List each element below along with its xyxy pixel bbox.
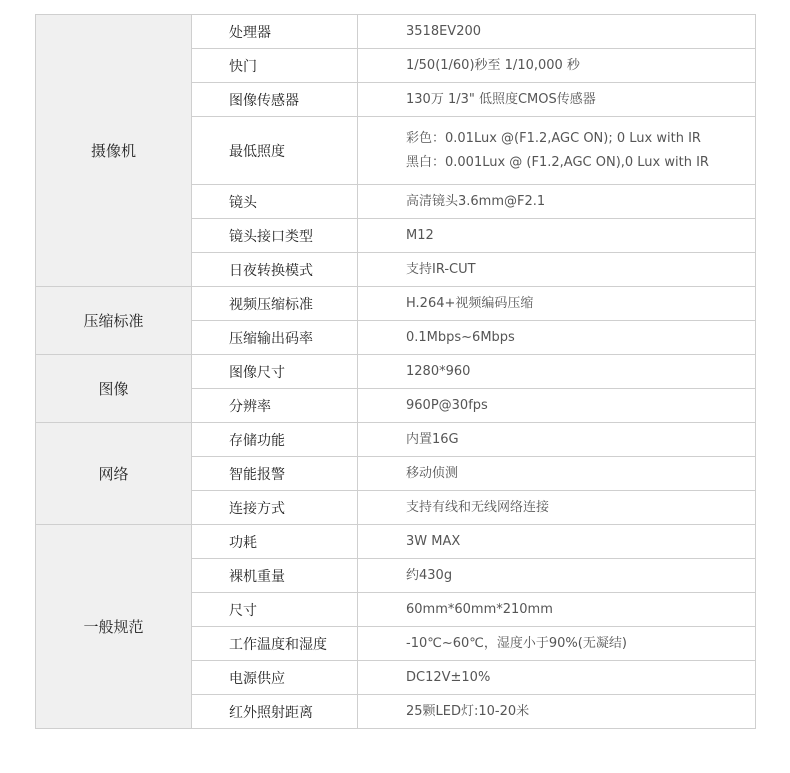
spec-value-line: M12 (406, 227, 434, 243)
spec-value-cell (358, 15, 756, 49)
spec-name-cell: 尺寸 (192, 593, 358, 627)
spec-value-line: 高清镜头3.6mm@F2.1 (406, 193, 546, 209)
spec-value-line: 0.1Mbps~6Mbps (406, 329, 515, 345)
category-cell: 摄像机 (36, 15, 192, 287)
spec-value-line: 黑白：0.001Lux @ (F1.2,AGC ON),0 Lux with IR (406, 154, 709, 170)
spec-value-cell (358, 389, 756, 423)
spec-value-line: 支持有线和无线网络连接 (406, 499, 550, 515)
spec-name-cell: 处理器 (192, 15, 358, 49)
spec-name-cell: 连接方式 (192, 491, 358, 525)
spec-name-cell: 镜头接口类型 (192, 219, 358, 253)
spec-value-line: 3518EV200 (406, 23, 482, 39)
spec-row (36, 287, 756, 321)
spec-value-cell (358, 593, 756, 627)
spec-name-cell: 存储功能 (192, 423, 358, 457)
spec-value-line: 25颗LED灯:10-20米 (406, 703, 530, 719)
spec-value-cell (358, 83, 756, 117)
spec-value-line: 960P@30fps (406, 397, 488, 413)
spec-value-cell (358, 49, 756, 83)
spec-name-cell: 智能报警 (192, 457, 358, 491)
spec-value-cell (358, 695, 756, 729)
spec-value-cell (358, 559, 756, 593)
spec-value-cell (358, 661, 756, 695)
spec-row (36, 355, 756, 389)
spec-name-cell: 视频压缩标准 (192, 287, 358, 321)
spec-name-cell: 压缩输出码率 (192, 321, 358, 355)
spec-value-cell (358, 355, 756, 389)
spec-row (36, 423, 756, 457)
spec-value-line: 60mm*60mm*210mm (406, 601, 553, 617)
spec-value-cell (358, 321, 756, 355)
spec-value-line: 3W MAX (406, 533, 461, 549)
spec-row (36, 525, 756, 559)
spec-value-cell (358, 253, 756, 287)
spec-name-cell: 最低照度 (192, 117, 358, 185)
category-cell: 图像 (36, 355, 192, 423)
spec-table-body (36, 15, 756, 729)
spec-value-line: 支持IR-CUT (406, 261, 476, 277)
spec-name-cell: 图像尺寸 (192, 355, 358, 389)
category-cell: 压缩标准 (36, 287, 192, 355)
spec-name-cell: 快门 (192, 49, 358, 83)
spec-name-cell: 电源供应 (192, 661, 358, 695)
spec-value-cell (358, 457, 756, 491)
spec-value-cell (358, 287, 756, 321)
spec-value-cell (358, 525, 756, 559)
spec-value-line: 130万 1/3" 低照度CMOS传感器 (406, 91, 596, 107)
spec-value-line: 1/50(1/60)秒至 1/10,000 秒 (406, 57, 580, 73)
spec-value-cell (358, 185, 756, 219)
spec-table (35, 14, 756, 729)
spec-value-line: 彩色：0.01Lux @(F1.2,AGC ON); 0 Lux with IR (406, 130, 701, 146)
spec-value-line: 约430g (406, 567, 453, 583)
spec-row (36, 15, 756, 49)
spec-name-cell: 红外照射距离 (192, 695, 358, 729)
spec-value-cell (358, 117, 756, 185)
spec-value-line: 1280*960 (406, 363, 471, 379)
spec-value-cell (358, 219, 756, 253)
category-cell: 网络 (36, 423, 192, 525)
spec-name-cell: 图像传感器 (192, 83, 358, 117)
spec-name-cell: 镜头 (192, 185, 358, 219)
spec-value-line: 内置16G (406, 431, 459, 447)
spec-name-cell: 功耗 (192, 525, 358, 559)
spec-name-cell: 工作温度和湿度 (192, 627, 358, 661)
spec-value-line: DC12V±10% (406, 669, 491, 685)
spec-value-cell (358, 627, 756, 661)
spec-value-line: 移动侦测 (406, 465, 459, 481)
category-cell: 一般规范 (36, 525, 192, 729)
spec-value-cell (358, 491, 756, 525)
spec-value-line: -10℃~60℃，湿度小于90%(无凝结) (406, 635, 627, 651)
spec-value-cell (358, 423, 756, 457)
spec-name-cell: 分辨率 (192, 389, 358, 423)
spec-value-line: H.264+视频编码压缩 (406, 295, 534, 311)
spec-name-cell: 日夜转换模式 (192, 253, 358, 287)
spec-name-cell: 裸机重量 (192, 559, 358, 593)
